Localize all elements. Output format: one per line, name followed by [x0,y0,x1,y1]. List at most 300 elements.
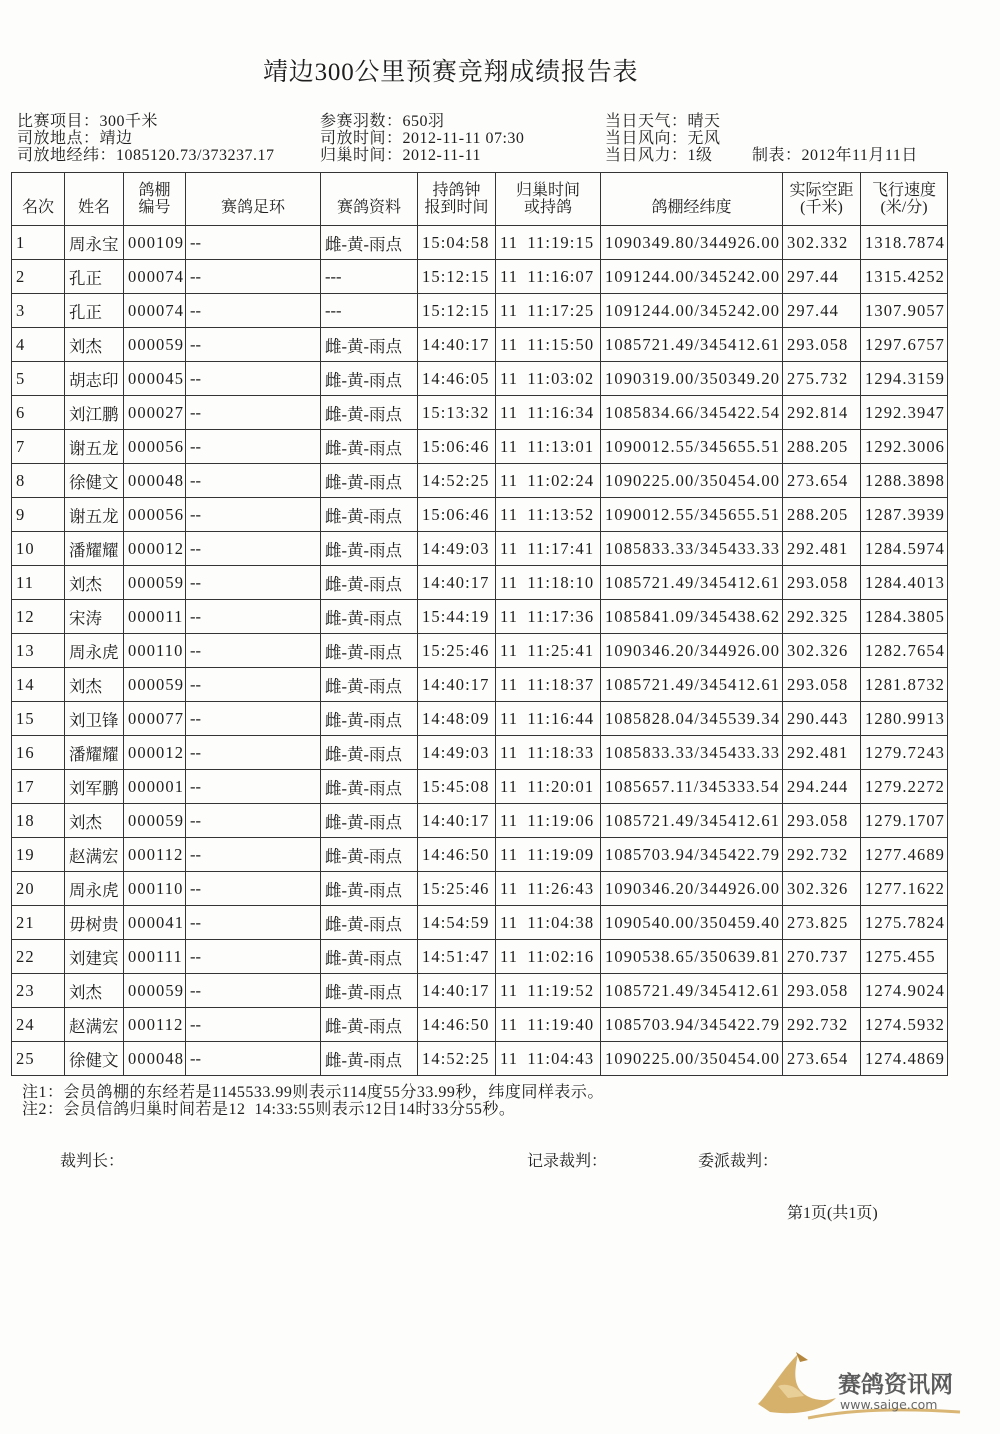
ring-cell: -- [186,294,321,328]
loft-coords-cell: 1090349.80/344926.00 [601,226,783,260]
info-value: 1级 [687,147,713,164]
pigeon-info-cell: 雌-黄-雨点 [321,940,418,974]
speed-cell: 1282.7654 [861,634,948,668]
col-header-loft-coords [601,173,783,226]
rank-cell: 2 [12,260,65,294]
info-entries [320,113,524,130]
pigeon-info-cell: 雌-黄-雨点 [321,974,418,1008]
info-value: 2012-11-11 07:30 [402,130,525,147]
return-time-cell: 11 11:04:43 [496,1042,601,1076]
info-wind-force [605,147,721,164]
ring-cell: -- [186,634,321,668]
loft-coords-cell: 1085721.49/345412.61 [601,566,783,600]
distance-cell: 293.058 [783,804,861,838]
ring-cell: -- [186,464,321,498]
pigeon-info-cell: 雌-黄-雨点 [321,736,418,770]
rank-cell: 16 [12,736,65,770]
rank-cell: 25 [12,1042,65,1076]
rank-cell: 11 [12,566,65,600]
ring-cell: -- [186,668,321,702]
rank-cell: 12 [12,600,65,634]
rank-cell: 22 [12,940,65,974]
rank-cell: 21 [12,906,65,940]
rank-cell: 23 [12,974,65,1008]
rank-cell: 10 [12,532,65,566]
speed-cell: 1284.4013 [861,566,948,600]
return-time-cell: 11 11:26:43 [496,872,601,906]
distance-cell: 292.814 [783,396,861,430]
rank-cell: 18 [12,804,65,838]
clock-time-cell: 14:46:05 [418,362,496,396]
name-cell: 孔正 [65,294,124,328]
col-header-line: 编号 [138,199,171,216]
loft-coords-cell: 1085834.66/345422.54 [601,396,783,430]
loft-coords-cell: 1090012.55/345655.51 [601,498,783,532]
info-value: 1085120.73/373237.17 [116,147,275,164]
loft-id-cell: 000011 [124,600,186,634]
ring-cell: -- [186,430,321,464]
info-value: 2012年11月11日 [801,147,918,164]
col-header-line: (千米) [800,199,843,216]
logo-site-name: 赛鸽资讯网 [838,1372,953,1398]
pigeon-info-cell: 雌-黄-雨点 [321,464,418,498]
table-row [12,532,948,566]
table-row [12,362,948,396]
col-header-line: 姓名 [77,199,110,216]
clock-time-cell: 14:52:25 [418,1042,496,1076]
return-time-cell: 11 11:13:01 [496,430,601,464]
return-time-cell: 11 11:19:40 [496,1008,601,1042]
results-table [11,172,948,1076]
return-time-cell: 11 11:19:15 [496,226,601,260]
loft-id-cell: 000056 [124,430,186,464]
info-weather [605,113,721,130]
ring-cell: -- [186,1042,321,1076]
distance-cell: 288.205 [783,498,861,532]
race-info-left [17,113,274,164]
speed-cell: 1277.4689 [861,838,948,872]
info-race-item [17,113,274,130]
speed-cell: 1279.2272 [861,770,948,804]
name-cell: 谢五龙 [65,498,124,532]
loft-coords-cell: 1090012.55/345655.51 [601,430,783,464]
pigeon-info-cell: 雌-黄-雨点 [321,226,418,260]
info-label: 司放地点： [17,130,100,147]
distance-cell: 273.654 [783,464,861,498]
table-row [12,770,948,804]
loft-id-cell: 000110 [124,872,186,906]
col-header-line: 飞行速度 [871,182,936,199]
speed-cell: 1307.9057 [861,294,948,328]
ring-cell: -- [186,770,321,804]
ring-cell: -- [186,702,321,736]
table-row [12,260,948,294]
loft-id-cell: 000012 [124,532,186,566]
col-header-line: 报到时间 [424,199,489,216]
return-time-cell: 11 11:18:10 [496,566,601,600]
col-header-loft-id [124,173,186,226]
distance-cell: 294.244 [783,770,861,804]
ring-cell: -- [186,226,321,260]
clock-time-cell: 14:52:25 [418,464,496,498]
loft-coords-cell: 1091244.00/345242.00 [601,260,783,294]
distance-cell: 290.443 [783,702,861,736]
ring-cell: -- [186,906,321,940]
return-time-cell: 11 11:17:25 [496,294,601,328]
loft-id-cell: 000059 [124,566,186,600]
results-table-body [12,226,948,1076]
table-row [12,804,948,838]
info-value: 650羽 [402,113,445,130]
loft-coords-cell: 1085833.33/345433.33 [601,532,783,566]
distance-cell: 293.058 [783,566,861,600]
col-header-clock-time [418,173,496,226]
speed-cell: 1275.7824 [861,906,948,940]
distance-cell: 297.44 [783,260,861,294]
rank-cell: 14 [12,668,65,702]
info-wind-direction [605,130,721,147]
speed-cell: 1292.3947 [861,396,948,430]
loft-id-cell: 000112 [124,1008,186,1042]
name-cell: 谢五龙 [65,430,124,464]
loft-id-cell: 000059 [124,804,186,838]
distance-cell: 293.058 [783,974,861,1008]
name-cell: 刘卫锋 [65,702,124,736]
ring-cell: -- [186,940,321,974]
info-value: 晴天 [687,113,721,130]
speed-cell: 1274.5932 [861,1008,948,1042]
col-header-ring [186,173,321,226]
name-cell: 毋树贵 [65,906,124,940]
loft-coords-cell: 1085828.04/345539.34 [601,702,783,736]
table-row [12,294,948,328]
rank-cell: 5 [12,362,65,396]
return-time-cell: 11 11:19:06 [496,804,601,838]
loft-coords-cell: 1090540.00/350459.40 [601,906,783,940]
return-time-cell: 11 11:17:41 [496,532,601,566]
pigeon-info-cell: 雌-黄-雨点 [321,1008,418,1042]
clock-time-cell: 15:12:15 [418,260,496,294]
name-cell: 孔正 [65,260,124,294]
speed-cell: 1294.3159 [861,362,948,396]
speed-cell: 1318.7874 [861,226,948,260]
col-header-pigeon-info [321,173,418,226]
rank-cell: 9 [12,498,65,532]
distance-cell: 288.205 [783,430,861,464]
distance-cell: 292.732 [783,838,861,872]
table-row [12,838,948,872]
info-value: 2012-11-11 [402,147,481,164]
table-row [12,974,948,1008]
name-cell: 宋涛 [65,600,124,634]
clock-time-cell: 14:51:47 [418,940,496,974]
clock-time-cell: 15:12:15 [418,294,496,328]
table-row [12,1042,948,1076]
clock-time-cell: 15:44:19 [418,600,496,634]
info-label: 司放地经纬： [17,147,117,164]
distance-cell: 273.825 [783,906,861,940]
pigeon-info-cell: 雌-黄-雨点 [321,328,418,362]
col-header-rank [12,173,65,226]
loft-id-cell: 000048 [124,1042,186,1076]
return-time-cell: 11 11:19:09 [496,838,601,872]
col-header-line: 或持鸽 [523,199,572,216]
name-cell: 刘杰 [65,328,124,362]
name-cell: 周永虎 [65,872,124,906]
table-row [12,566,948,600]
distance-cell: 292.325 [783,600,861,634]
race-info-middle [320,113,524,164]
return-time-cell: 11 11:02:16 [496,940,601,974]
col-header-line: 名次 [21,199,54,216]
return-time-cell: 11 11:04:38 [496,906,601,940]
info-prepared-date [752,147,918,164]
return-time-cell: 11 11:16:44 [496,702,601,736]
table-row [12,736,948,770]
loft-id-cell: 000112 [124,838,186,872]
name-cell: 徐健文 [65,1042,124,1076]
loft-coords-cell: 1085841.09/345438.62 [601,600,783,634]
signature-recording-judge: 记录裁判： [527,1153,608,1170]
info-label: 归巢时间： [320,147,403,164]
pigeon-info-cell: --- [321,294,418,328]
info-release-location [17,130,274,147]
clock-time-cell: 15:25:46 [418,634,496,668]
speed-cell: 1281.8732 [861,668,948,702]
name-cell: 周永宝 [65,226,124,260]
distance-cell: 297.44 [783,294,861,328]
info-value: 无风 [687,130,721,147]
speed-cell: 1274.4869 [861,1042,948,1076]
clock-time-cell: 14:46:50 [418,838,496,872]
col-header-return-time [496,173,601,226]
rank-cell: 19 [12,838,65,872]
table-row [12,328,948,362]
clock-time-cell: 15:13:32 [418,396,496,430]
loft-coords-cell: 1085721.49/345412.61 [601,974,783,1008]
rank-cell: 24 [12,1008,65,1042]
footnote-2: 注2：会员信鸽归巢时间若是12 14:33:55则表示12日14时33分55秒。 [22,1100,516,1118]
col-header-line: 赛鸽足环 [220,199,285,216]
rank-cell: 15 [12,702,65,736]
pigeon-info-cell: 雌-黄-雨点 [321,668,418,702]
col-header-name [65,173,124,226]
footnote-1: 注1：会员鸽棚的东经若是1145533.99则表示114度55分33.99秒，纬度同样表示。 [22,1084,604,1101]
table-row [12,1008,948,1042]
pigeon-info-cell: 雌-黄-雨点 [321,906,418,940]
report-title: 靖边300公里预赛竞翔成绩报告表 [263,59,639,86]
col-header-line: 归巢时间 [515,182,580,199]
clock-time-cell: 14:49:03 [418,736,496,770]
ring-cell: -- [186,328,321,362]
name-cell: 赵满宏 [65,838,124,872]
page-number: 第1页(共1页) [787,1205,878,1222]
ring-cell: -- [186,838,321,872]
clock-time-cell: 14:49:03 [418,532,496,566]
speed-cell: 1297.6757 [861,328,948,362]
distance-cell: 293.058 [783,328,861,362]
return-time-cell: 11 11:25:41 [496,634,601,668]
clock-time-cell: 15:06:46 [418,498,496,532]
pigeon-info-cell: --- [321,260,418,294]
col-header-speed [861,173,948,226]
speed-cell: 1284.5974 [861,532,948,566]
pigeon-info-cell: 雌-黄-雨点 [321,770,418,804]
loft-coords-cell: 1091244.00/345242.00 [601,294,783,328]
pigeon-info-cell: 雌-黄-雨点 [321,634,418,668]
clock-time-cell: 14:54:59 [418,906,496,940]
speed-cell: 1288.3898 [861,464,948,498]
clock-time-cell: 15:25:46 [418,872,496,906]
ring-cell: -- [186,362,321,396]
info-label: 参赛羽数： [320,113,403,130]
return-time-cell: 11 11:20:01 [496,770,601,804]
pigeon-info-cell: 雌-黄-雨点 [321,430,418,464]
clock-time-cell: 14:48:09 [418,702,496,736]
rank-cell: 8 [12,464,65,498]
loft-id-cell: 000041 [124,906,186,940]
info-return-date [320,147,524,164]
clock-time-cell: 15:04:58 [418,226,496,260]
rank-cell: 6 [12,396,65,430]
loft-id-cell: 000059 [124,974,186,1008]
name-cell: 刘江鹏 [65,396,124,430]
loft-id-cell: 000074 [124,294,186,328]
speed-cell: 1277.1622 [861,872,948,906]
ring-cell: -- [186,872,321,906]
ring-cell: -- [186,1008,321,1042]
ring-cell: -- [186,396,321,430]
name-cell: 刘建宾 [65,940,124,974]
pigeon-info-cell: 雌-黄-雨点 [321,1042,418,1076]
loft-id-cell: 000001 [124,770,186,804]
ring-cell: -- [186,498,321,532]
clock-time-cell: 14:46:50 [418,1008,496,1042]
speed-cell: 1275.455 [861,940,948,974]
name-cell: 胡志印 [65,362,124,396]
name-cell: 刘杰 [65,668,124,702]
info-release-coords [17,147,274,164]
return-time-cell: 11 11:16:34 [496,396,601,430]
speed-cell: 1274.9024 [861,974,948,1008]
info-label: 当日风向： [605,130,688,147]
logo-bird-head [796,1352,808,1362]
speed-cell: 1287.3939 [861,498,948,532]
info-label: 比赛项目： [17,113,100,130]
distance-cell: 292.481 [783,532,861,566]
speed-cell: 1315.4252 [861,260,948,294]
rank-cell: 7 [12,430,65,464]
pigeon-info-cell: 雌-黄-雨点 [321,600,418,634]
table-row [12,498,948,532]
return-time-cell: 11 11:19:52 [496,974,601,1008]
logo-site-url: www.saige.com [840,1397,938,1412]
col-header-line: 持鸽钟 [432,182,481,199]
loft-id-cell: 000109 [124,226,186,260]
distance-cell: 292.732 [783,1008,861,1042]
loft-coords-cell: 1090346.20/344926.00 [601,872,783,906]
return-time-cell: 11 11:18:37 [496,668,601,702]
loft-coords-cell: 1090225.00/350454.00 [601,1042,783,1076]
rank-cell: 1 [12,226,65,260]
return-time-cell: 11 11:02:24 [496,464,601,498]
clock-time-cell: 14:40:17 [418,974,496,1008]
name-cell: 潘耀耀 [65,532,124,566]
name-cell: 周永虎 [65,634,124,668]
info-label: 制表： [752,147,802,164]
table-row [12,634,948,668]
clock-time-cell: 14:40:17 [418,566,496,600]
return-time-cell: 11 11:03:02 [496,362,601,396]
table-row [12,600,948,634]
distance-cell: 275.732 [783,362,861,396]
loft-id-cell: 000077 [124,702,186,736]
loft-coords-cell: 1085657.11/345333.54 [601,770,783,804]
loft-coords-cell: 1090538.65/350639.81 [601,940,783,974]
loft-id-cell: 000059 [124,668,186,702]
clock-time-cell: 15:06:46 [418,430,496,464]
ring-cell: -- [186,566,321,600]
loft-coords-cell: 1085703.94/345422.79 [601,838,783,872]
race-info-right [605,113,721,164]
col-header-distance [783,173,861,226]
distance-cell: 302.326 [783,872,861,906]
info-value: 靖边 [99,130,133,147]
loft-id-cell: 000110 [124,634,186,668]
ring-cell: -- [186,974,321,1008]
name-cell: 刘军鹏 [65,770,124,804]
pigeon-info-cell: 雌-黄-雨点 [321,702,418,736]
col-header-line: 实际空距 [789,182,854,199]
loft-id-cell: 000027 [124,396,186,430]
rank-cell: 13 [12,634,65,668]
loft-coords-cell: 1085703.94/345422.79 [601,1008,783,1042]
name-cell: 徐健文 [65,464,124,498]
col-header-line: 鸽棚 [138,182,171,199]
ring-cell: -- [186,260,321,294]
rank-cell: 17 [12,770,65,804]
ring-cell: -- [186,600,321,634]
speed-cell: 1279.7243 [861,736,948,770]
col-header-line: 鸽棚经纬度 [651,199,732,216]
pigeon-info-cell: 雌-黄-雨点 [321,396,418,430]
loft-coords-cell: 1085721.49/345412.61 [601,804,783,838]
rank-cell: 3 [12,294,65,328]
name-cell: 潘耀耀 [65,736,124,770]
pigeon-info-cell: 雌-黄-雨点 [321,498,418,532]
distance-cell: 273.654 [783,1042,861,1076]
name-cell: 赵满宏 [65,1008,124,1042]
col-header-line: 赛鸽资料 [336,199,401,216]
return-time-cell: 11 11:18:33 [496,736,601,770]
info-label: 当日天气： [605,113,688,130]
table-row [12,668,948,702]
signature-appointed-judge: 委派裁判： [698,1153,779,1170]
clock-time-cell: 15:45:08 [418,770,496,804]
pigeon-info-cell: 雌-黄-雨点 [321,566,418,600]
info-value: 300千米 [99,113,159,130]
rank-cell: 20 [12,872,65,906]
distance-cell: 270.737 [783,940,861,974]
pigeon-info-cell: 雌-黄-雨点 [321,362,418,396]
speed-cell: 1279.1707 [861,804,948,838]
speed-cell: 1280.9913 [861,702,948,736]
name-cell: 刘杰 [65,804,124,838]
footnotes [22,1085,604,1118]
table-row [12,464,948,498]
rank-cell: 4 [12,328,65,362]
loft-id-cell: 000045 [124,362,186,396]
